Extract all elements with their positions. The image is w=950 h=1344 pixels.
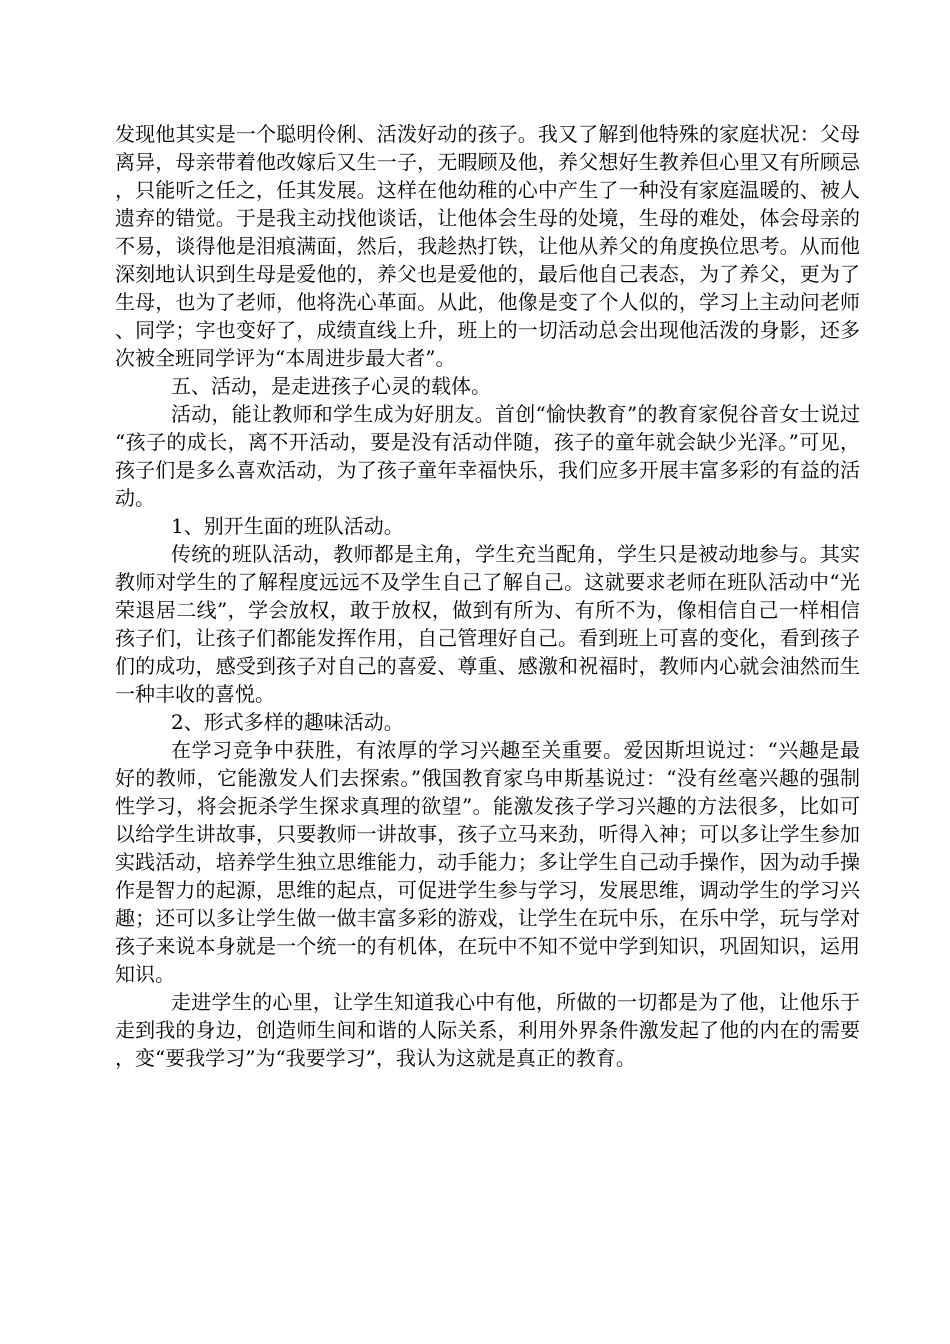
paragraph-2-heading: 五、活动，是走进孩子心灵的载体。 xyxy=(171,374,491,398)
paragraph-3: 活动，能让教师和学生成为好朋友。首创“愉快教育”的教育家倪谷音女士说过“孩子的成长，离不开活动，要是没有活动伴随，孩子的童年就会缺少光泽。”可见，孩子们是多么喜欢活动，为了孩子童年幸福快乐，我们应多开展丰富多彩的有益的活动。 xyxy=(115,402,860,510)
paragraph-4-subheading: 1、别开生面的班队活动。 xyxy=(171,514,404,538)
paragraph-1: 发现他其实是一个聪明伶俐、活泼好动的孩子。我又了解到他特殊的家庭状况：父母离异，母亲带着他改嫁后又生一子，无暇顾及他，养父想好生教养但心里又有所顾忌，只能听之任之，任其发展。这样在他幼稚的心中产生了一种没有家庭温暖的、被人遗弃的错觉。于是我主动找他谈话，让他体会生母的处境，生母的难处，体会母亲的不易，谈得他是泪痕满面，然后，我趁热打铁，让他从养父的角度换位思考。从而他深刻地认识到生母是爱他的，养父也是爱他的，最后他自己表态，为了养父，更为了生母，也为了老师，他将洗心革面。从此，他像是变了个人似的，学习上主动问老师、同学；字也变好了，成绩直线上升，班上的一切活动总会出现他活泼的身影，还多次被全班同学评为“本周进步最大者”。 xyxy=(115,122,860,370)
paragraph-8: 走进学生的心里，让学生知道我心中有他，所做的一切都是为了他，让他乐于走到我的身边，创造师生间和谐的人际关系，利用外界条件激发起了他的内在的需要，变“要我学习”为“我要学习”，我认为这就是真正的教育。 xyxy=(115,990,860,1070)
paragraph-5: 传统的班队活动，教师都是主角，学生充当配角，学生只是被动地参与。其实教师对学生的了解程度远远不及学生自己了解自己。这就要求老师在班队活动中“光荣退居二线”，学会放权，敢于放权，做到有所为、有所不为，像相信自己一样相信孩子们，让孩子们都能发挥作用，自己管理好自己。看到班上可喜的变化，看到孩子们的成功，感受到孩子对自己的喜爱、尊重、感激和祝福时，教师内心就会油然而生一种丰收的喜悦。 xyxy=(115,542,860,706)
paragraph-6-subheading: 2、形式多样的趣味活动。 xyxy=(171,710,404,734)
document-page xyxy=(115,120,860,1072)
paragraph-7: 在学习竞争中获胜，有浓厚的学习兴趣至关重要。爱因斯坦说过：“兴趣是最好的教师，它能激发人们去探索。”俄国教育家乌申斯基说过：“没有丝毫兴趣的强制性学习，将会扼杀学生探求真理的欲望”。能激发孩子学习兴趣的方法很多，比如可以给学生讲故事，只要教师一讲故事，孩子立马来劲，听得入神；可以多让学生参加实践活动，培养学生独立思维能力，动手能力；多让学生自己动手操作，因为动手操作是智力的起源，思维的起点，可促进学生参与学习，发展思维，调动学生的学习兴趣；还可以多让学生做一做丰富多彩的游戏，让学生在玩中乐，在乐中学，玩与学对孩子来说本身就是一个统一的有机体，在玩中不知不觉中学到知识，巩固知识，运用知识。 xyxy=(115,738,860,986)
